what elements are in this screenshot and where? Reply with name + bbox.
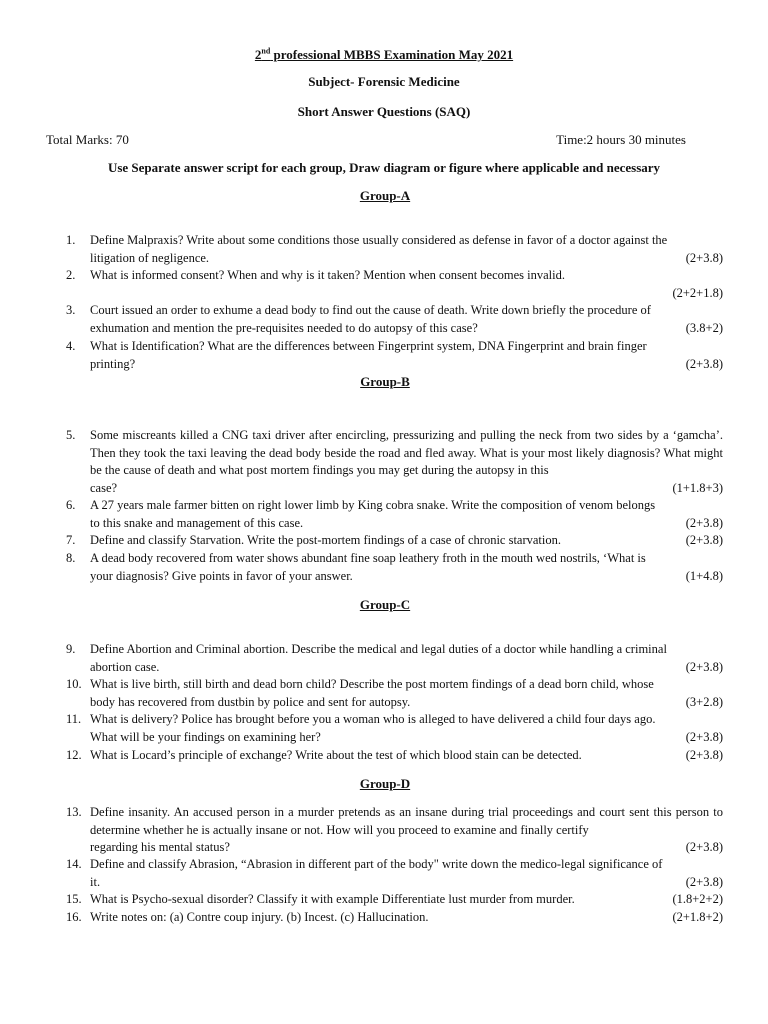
question [66,856,723,891]
question-text: Define Malpraxis? Write about some conditions those usually considered as defense in favor of a doctor against the [90,233,668,247]
question-text: Define and classify Abrasion, “Abrasion in different part of the body" write down the medico-legal significance of [90,857,663,871]
group-a-heading: Group-A [359,188,411,203]
question-number: 14. [66,857,82,871]
question-marks: (2+3.8) [685,729,723,744]
total-marks: Total Marks: 70 [46,132,129,147]
question-number: 1. [66,233,76,247]
group-c-heading: Group-C [359,597,411,612]
question-text: What is delivery? Police has brought before you a woman who is alleged to have delivered a child four days ago. [90,712,656,726]
question-text: Write notes on: (a) Contre coup injury. (b) Incest. (c) Hallucination. [90,910,429,924]
question-text-cont: litigation of negligence. [90,250,210,265]
group-b-heading: Group-B [360,374,410,389]
question-text: What is Identification? What are the differences between Fingerprint system, DNA Fingerprint and brain finger [90,339,647,353]
question-number: 13. [66,805,82,819]
question-text-cont: body has recovered from dustbin by police and sent for autopsy. [90,694,411,709]
question [66,427,723,497]
question-text: What is Psycho-sexual disorder? Classify it with example Differentiate lust murder from murder. [90,892,575,906]
question [66,232,723,267]
subject-line: Subject- Forensic Medicine [308,74,460,89]
question [66,804,723,857]
question-marks: (1+4.8) [685,568,723,583]
question-marks: (1+1.8+3) [672,480,723,495]
question-text-cont: your diagnosis? Give points in favor of your answer. [90,568,353,583]
question-number: 11. [66,712,82,726]
question-marks: (2+3.8) [685,874,723,889]
question-text-cont: printing? [90,356,136,371]
question-number: 9. [66,642,76,656]
paper-type: Short Answer Questions (SAQ) [297,104,471,119]
question [66,641,723,676]
question-text: A 27 years male farmer bitten on right lower limb by King cobra snake. Write the composition of venom belongs [90,498,656,512]
question-number: 7. [66,533,76,547]
question-number: 10. [66,677,82,691]
question-marks: (2+3.8) [685,515,723,530]
question-text: What is Locard’s principle of exchange? Write about the test of which blood stain can be detected. [90,748,582,762]
question-marks: (3+2.8) [685,694,723,709]
question-number: 5. [66,428,76,442]
question-number: 12. [66,748,82,762]
question-text: What is live birth, still birth and dead born child? Describe the post mortem findings of a dead born child, whose [90,677,654,691]
exam-title: 2nd professional MBBS Examination May 2021 [254,46,514,62]
question-marks: (2+3.8) [685,533,723,547]
question-number: 2. [66,268,76,282]
question [66,550,723,585]
question-marks: (2+3.8) [685,840,723,855]
question-text: Define and classify Starvation. Write the post-mortem findings of a case of chronic starvation. [90,533,562,547]
question-text-cont: abortion case. [90,659,160,674]
question-number: 16. [66,910,82,924]
question-text: What is informed consent? When and why is it taken? Mention when consent becomes invalid. [90,268,565,282]
question-number: 8. [66,551,76,565]
question-marks: (2+3.8) [685,356,723,371]
question-marks: (3.8+2) [685,320,723,335]
question-marks: (2+3.8) [685,659,723,674]
question-number: 4. [66,339,76,353]
question [66,497,723,532]
question-text: Define Abortion and Criminal abortion. Describe the medical and legal duties of a doctor while handling a criminal [90,642,667,656]
question [66,711,723,746]
question [66,676,723,711]
question [66,267,723,302]
time-allowed: Time:2 hours 30 minutes [556,132,686,147]
instruction: Use Separate answer script for each group, Draw diagram or figure where applicable and necessary [107,160,661,175]
question-text: A dead body recovered from water shows abundant fine soap leathery froth in the mouth wed nostrils, ‘What is [90,551,646,565]
question-text-cont: regarding his mental status? [90,840,230,855]
question-text-cont: What will be your findings on examining her? [90,729,321,744]
question-text: Define insanity. An accused person in a murder pretends as an insane during trial proceedings and court sent this person to determine whether he is actually insane or not. How will you proceed to examine and finally certify [90,805,723,837]
question-text: Some miscreants killed a CNG taxi driver after encircling, pressurizing and pulling the neck from two sides by a ‘gamcha’. Then they took the taxi leaving the dead body beside the road and fled away. What is your most likely diagnosis? What might be the cause of death and what post mortem findings you may get during the autopsy in this [90,428,723,478]
question [66,532,723,550]
question-text-cont: it. [90,874,101,889]
question [66,302,723,337]
question-number: 3. [66,303,76,317]
question-marks: (2+1.8+2) [672,910,723,924]
question-text-cont: exhumation and mention the pre-requisites needed to do autopsy of this case? [90,320,478,335]
marks-time-row [46,131,686,149]
question-number: 6. [66,498,76,512]
question-marks: (2+2+1.8) [672,285,723,300]
question [66,338,723,373]
question-marks: (1.8+2+2) [672,892,723,906]
question-text: Court issued an order to exhume a dead body to find out the cause of death. Write down briefly the procedure of [90,303,651,317]
question [66,747,723,765]
group-d-heading: Group-D [359,776,411,791]
question-number: 15. [66,892,82,906]
question-text-cont: case? [90,480,118,495]
question [66,909,723,927]
question [66,891,723,909]
question-marks: (2+3.8) [685,748,723,762]
question-text-cont: to this snake and management of this case. [90,515,304,530]
question-marks: (2+3.8) [685,250,723,265]
